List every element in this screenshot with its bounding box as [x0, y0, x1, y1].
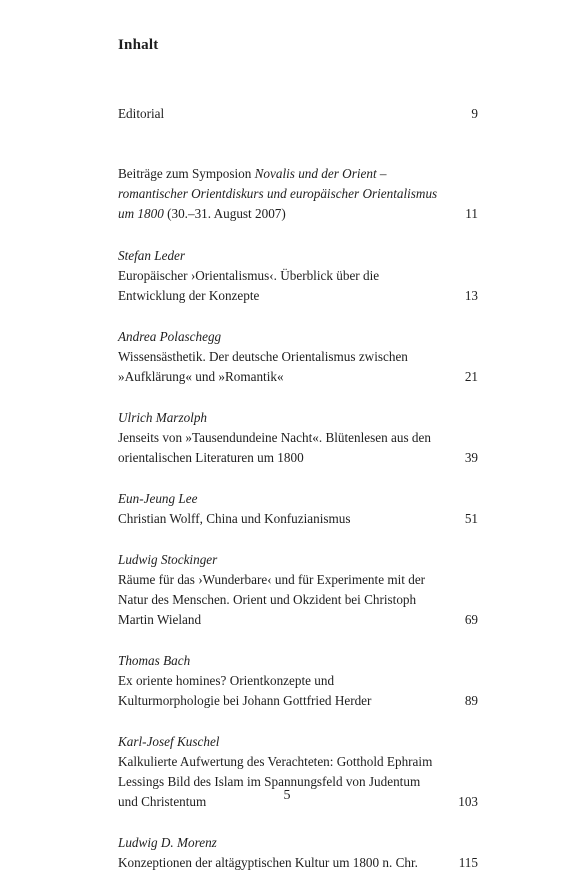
toc-entry-title-line: Europäischer ›Orientalismus‹. Überblick über die [118, 268, 380, 283]
toc-entry-text [118, 489, 478, 529]
toc-entry-text [118, 651, 478, 711]
symposion-line-1 [118, 164, 438, 184]
toc-entry-title-line: Lessings Bild des Islam im Spannungsfeld von Judentum [118, 774, 421, 789]
symposion-line-3-plain: (30.–31. August 2007) [163, 206, 286, 221]
toc-page-number: 103 [458, 794, 478, 809]
toc-entry-text [118, 550, 478, 630]
toc-entry [118, 327, 478, 387]
page-number-footer: 5 [283, 788, 291, 803]
toc-page-number: 51 [464, 511, 478, 526]
page-heading: Inhalt [118, 37, 159, 53]
toc-entry-text [118, 408, 478, 468]
toc-entry-title-line: Natur des Menschen. Orient und Okzident bei Christoph [118, 592, 417, 607]
toc-entry-title-line: »Aufklärung« und »Romantik« [118, 369, 284, 384]
toc-entry-title-line: und Christentum [118, 794, 207, 809]
toc-entry-text [118, 833, 478, 873]
toc-entry-title-line: Martin Wieland [118, 612, 202, 627]
toc-page-number: 39 [464, 450, 478, 465]
toc-entry-title-line: Kulturmorphologie bei Johann Gottfried Herder [118, 693, 372, 708]
toc-entry [118, 408, 478, 468]
toc-entry-title-line: Wissensästhetik. Der deutsche Orientalismus zwischen [118, 349, 408, 364]
toc-entry-title-line: Entwicklung der Konzepte [118, 288, 260, 303]
toc-entry-title-line: Christian Wolff, China und Konfuzianismus [118, 511, 351, 526]
toc-entry [118, 651, 478, 711]
toc-entry-author: Andrea Polaschegg [118, 329, 222, 344]
table-of-contents [118, 104, 478, 873]
symposion-line-2-italic: romantischer Orientdiskurs und europäischer Orientalismus [118, 186, 438, 201]
toc-entry-title-line: orientalischen Literaturen um 1800 [118, 450, 304, 465]
toc-entry-author: Karl-Josef Kuschel [118, 734, 220, 749]
toc-page-number: 115 [458, 855, 478, 870]
toc-entry-title-line: Räume für das ›Wunderbare‹ und für Experimente mit der [118, 572, 426, 587]
toc-entry [118, 833, 478, 873]
toc-entry-text [118, 327, 478, 387]
toc-page-number: 11 [465, 206, 478, 221]
toc-entry [118, 489, 478, 529]
toc-entry-title [118, 164, 478, 224]
symposion-line-1-plain: Beiträge zum Symposion [118, 166, 255, 181]
toc-entry-title-line: Ex oriente homines? Orientkonzepte und [118, 673, 335, 688]
symposion-line-3-italic: um 1800 [118, 206, 164, 221]
toc-article-list [118, 246, 478, 873]
toc-entry [118, 550, 478, 630]
toc-entry-author: Ulrich Marzolph [118, 410, 208, 425]
toc-page-number: 69 [464, 612, 478, 627]
toc-entry-author: Ludwig D. Morenz [118, 835, 217, 850]
toc-entry-title: Editorial [118, 106, 165, 121]
toc-entry-title-line: Jenseits von »Tausendundeine Nacht«. Blütenlesen aus den [118, 430, 431, 445]
toc-entry [118, 246, 478, 306]
toc-entry-title-line: Kalkulierte Aufwertung des Verachteten: Gotthold Ephraim [118, 754, 433, 769]
toc-entry-author: Eun-Jeung Lee [118, 491, 198, 506]
symposion-line-1-italic: Novalis und der Orient – [254, 166, 387, 181]
toc-entry-text [118, 246, 478, 306]
toc-entry-author: Ludwig Stockinger [118, 552, 218, 567]
toc-entry-symposion [118, 164, 478, 224]
toc-page-number: 89 [464, 693, 478, 708]
toc-page-number: 21 [464, 369, 478, 384]
toc-page-number: 9 [471, 106, 478, 121]
toc-entry-author: Thomas Bach [118, 653, 191, 668]
symposion-line-3 [118, 204, 438, 224]
toc-entry-title-line: Konzeptionen der altägyptischen Kultur um 1800 n. Chr. [118, 855, 418, 870]
toc-entry-author: Stefan Leder [118, 248, 186, 263]
toc-entry-editorial [118, 104, 478, 124]
toc-page-number: 13 [464, 288, 478, 303]
symposion-line-2 [118, 184, 438, 204]
